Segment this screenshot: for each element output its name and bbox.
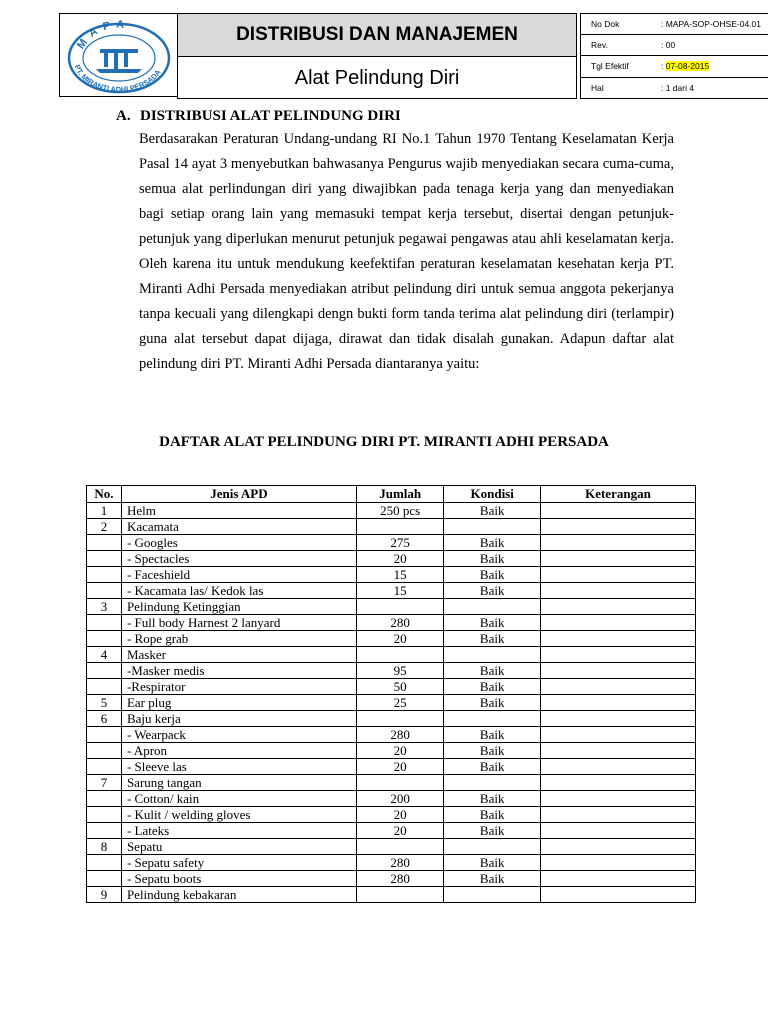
cell-no (87, 807, 122, 823)
cell-jenis: - Cotton/ kain (121, 791, 356, 807)
cell-jumlah (356, 711, 444, 727)
table-row (87, 807, 696, 823)
cell-jenis: - Faceshield (121, 567, 356, 583)
document-header (59, 13, 761, 99)
table-row (87, 839, 696, 855)
cell-no: 5 (87, 695, 122, 711)
cell-no: 3 (87, 599, 122, 615)
cell-no: 2 (87, 519, 122, 535)
table-row (87, 823, 696, 839)
meta-value: : 00 (661, 39, 676, 50)
svg-text:PT. MIRANTI ADHI PERSADA: PT. MIRANTI ADHI PERSADA (72, 63, 163, 95)
col-header-jumlah: Jumlah (356, 486, 444, 503)
table-row (87, 551, 696, 567)
cell-jumlah (356, 839, 444, 855)
col-header-jenis: Jenis APD (121, 486, 356, 503)
cell-no: 7 (87, 775, 122, 791)
cell-jenis: Kacamata (121, 519, 356, 535)
cell-keterangan (540, 823, 695, 839)
cell-no (87, 759, 122, 775)
cell-no: 9 (87, 887, 122, 903)
cell-no: 6 (87, 711, 122, 727)
section-paragraph: Berdasarakan Peraturan Undang-undang RI No.1 Tahun 1970 Tentang Keselamatan Kerja Pasal 14 ayat 3 menyebutkan bahwasanya Pengurus wajib menyediakan secara cuma-cuma, semua alat perlindungan diri yang diwajibkan pada tenaga kerja yang dan menyediakan bagi setiap orang lain yang memasuki tempat kerja tersebut, disertai dengan petunjuk-petunjuk yang diperlukan menurut petunjuk pegawai pengawas atau ahli keselamatan kerja. Oleh karena itu untuk mendukung keefektifan peraturan keselamatan kesehatan kerja PT. Miranti Adhi Persada menyediakan atribut pelindung diri untuk semua anggota pekerjanya tanpa kecuali yang dilengkapi dengn bukti form tanda terima alat pelindung diri (terlampir) guna alat tersebut dapat dijaga, dirawat dan tidak disalah gunakan. Adapun daftar alat pelindung diri PT. Miranti Adhi Persada diantaranya yaitu: (139, 131, 674, 372)
cell-no (87, 551, 122, 567)
cell-kondisi: Baik (444, 807, 540, 823)
cell-jenis: - Wearpack (121, 727, 356, 743)
cell-keterangan (540, 727, 695, 743)
cell-jenis: - Sepatu boots (121, 871, 356, 887)
cell-kondisi: Baik (444, 535, 540, 551)
cell-no: 4 (87, 647, 122, 663)
cell-jenis: Baju kerja (121, 711, 356, 727)
cell-jenis: - Spectacles (121, 551, 356, 567)
table-row (87, 775, 696, 791)
cell-jenis: Pelindung Ketinggian (121, 599, 356, 615)
cell-jenis: - Rope grab (121, 631, 356, 647)
doc-title: Alat Pelindung Diri (294, 66, 460, 89)
cell-jenis: - Sepatu safety (121, 855, 356, 871)
table-row (87, 583, 696, 599)
meta-label: Tgl Efektif (591, 61, 629, 71)
table-row (87, 519, 696, 535)
cell-jenis: -Respirator (121, 679, 356, 695)
cell-jenis: Sepatu (121, 839, 356, 855)
cell-jumlah (356, 599, 444, 615)
table-row (87, 535, 696, 551)
cell-keterangan (540, 535, 695, 551)
meta-value: : MAPA-SOP-OHSE-04.01 (661, 19, 761, 29)
cell-keterangan (540, 695, 695, 711)
cell-kondisi: Baik (444, 631, 540, 647)
col-header-kondisi: Kondisi (444, 486, 540, 503)
cell-keterangan (540, 647, 695, 663)
cell-kondisi: Baik (444, 823, 540, 839)
table-row (87, 871, 696, 887)
cell-keterangan (540, 615, 695, 631)
cell-no (87, 855, 122, 871)
cell-jumlah: 280 (356, 871, 444, 887)
cell-no (87, 535, 122, 551)
cell-jumlah: 15 (356, 583, 444, 599)
cell-kondisi: Baik (444, 871, 540, 887)
table-row (87, 887, 696, 903)
cell-jumlah: 250 pcs (356, 503, 444, 519)
effective-date-highlight: 07-08-2015 (665, 61, 710, 71)
table-header-row (87, 486, 696, 503)
col-header-keterangan: Keterangan (540, 486, 695, 503)
table-row (87, 631, 696, 647)
cell-no (87, 567, 122, 583)
title-cell (177, 13, 577, 99)
cell-keterangan (540, 775, 695, 791)
cell-kondisi: Baik (444, 695, 540, 711)
cell-jenis: - Lateks (121, 823, 356, 839)
meta-row-no-dok (580, 13, 768, 35)
cell-jumlah: 280 (356, 615, 444, 631)
table-row (87, 695, 696, 711)
cell-kondisi: Baik (444, 551, 540, 567)
cell-no (87, 679, 122, 695)
col-header-no: No. (87, 486, 122, 503)
table-row (87, 791, 696, 807)
cell-jenis: Pelindung kebakaran (121, 887, 356, 903)
apd-table (86, 485, 696, 903)
meta-label: Hal (591, 82, 604, 93)
cell-jenis: Ear plug (121, 695, 356, 711)
meta-row-hal (580, 78, 768, 100)
meta-value (661, 61, 709, 71)
table-row (87, 743, 696, 759)
cell-keterangan (540, 519, 695, 535)
cell-no (87, 823, 122, 839)
cell-jenis: Sarung tangan (121, 775, 356, 791)
table-row (87, 727, 696, 743)
meta-row-tgl-efektif (580, 56, 768, 78)
cell-jumlah: 20 (356, 807, 444, 823)
meta-value: : 1 dari 4 (661, 82, 695, 93)
cell-jumlah: 20 (356, 823, 444, 839)
cell-jumlah (356, 887, 444, 903)
cell-keterangan (540, 663, 695, 679)
logo-mark (96, 49, 142, 73)
cell-jenis: - Apron (121, 743, 356, 759)
company-logo (60, 14, 177, 96)
cell-jumlah: 275 (356, 535, 444, 551)
cell-kondisi: Baik (444, 727, 540, 743)
cell-jumlah: 20 (356, 631, 444, 647)
cell-jumlah (356, 647, 444, 663)
cell-jumlah (356, 519, 444, 535)
doc-section-title: DISTRIBUSI DAN MANAJEMEN (178, 14, 576, 57)
cell-keterangan (540, 807, 695, 823)
cell-jenis: - Kacamata las/ Kedok las (121, 583, 356, 599)
cell-keterangan (540, 567, 695, 583)
cell-kondisi: Baik (444, 503, 540, 519)
cell-no (87, 663, 122, 679)
table-row (87, 711, 696, 727)
meta-label: Rev. (591, 39, 608, 50)
cell-kondisi (444, 711, 540, 727)
list-title: DAFTAR ALAT PELINDUNG DIRI PT. MIRANTI ADHI PERSADA (159, 434, 609, 450)
cell-no (87, 791, 122, 807)
table-row (87, 855, 696, 871)
cell-keterangan (540, 839, 695, 855)
cell-keterangan (540, 599, 695, 615)
cell-no: 8 (87, 839, 122, 855)
cell-kondisi (444, 519, 540, 535)
cell-jumlah: 200 (356, 791, 444, 807)
table-row (87, 503, 696, 519)
cell-kondisi (444, 887, 540, 903)
cell-keterangan (540, 711, 695, 727)
cell-keterangan (540, 743, 695, 759)
cell-jenis: - Kulit / welding gloves (121, 807, 356, 823)
cell-kondisi: Baik (444, 759, 540, 775)
table-row (87, 599, 696, 615)
cell-keterangan (540, 583, 695, 599)
cell-keterangan (540, 551, 695, 567)
logo-cell (59, 13, 178, 97)
meta-value-prefix: : (661, 61, 666, 71)
cell-jumlah: 95 (356, 663, 444, 679)
cell-no (87, 615, 122, 631)
cell-keterangan (540, 887, 695, 903)
cell-no (87, 743, 122, 759)
cell-jumlah: 25 (356, 695, 444, 711)
cell-jumlah: 20 (356, 551, 444, 567)
table-row (87, 647, 696, 663)
cell-kondisi (444, 599, 540, 615)
cell-jumlah: 15 (356, 567, 444, 583)
table-row (87, 567, 696, 583)
cell-jenis: -Masker medis (121, 663, 356, 679)
doc-meta-table (580, 13, 768, 99)
section-heading (116, 108, 401, 125)
cell-kondisi: Baik (444, 615, 540, 631)
cell-jenis: - Googles (121, 535, 356, 551)
cell-jenis: Helm (121, 503, 356, 519)
cell-no (87, 583, 122, 599)
cell-kondisi: Baik (444, 663, 540, 679)
cell-jenis: Masker (121, 647, 356, 663)
table-row (87, 663, 696, 679)
cell-keterangan (540, 855, 695, 871)
cell-keterangan (540, 791, 695, 807)
section-heading-text: DISTRIBUSI ALAT PELINDUNG DIRI (140, 108, 401, 124)
cell-jumlah: 280 (356, 855, 444, 871)
cell-jumlah: 20 (356, 743, 444, 759)
cell-kondisi: Baik (444, 679, 540, 695)
cell-no: 1 (87, 503, 122, 519)
svg-text:MAPA: MAPA (74, 18, 131, 52)
cell-jumlah: 280 (356, 727, 444, 743)
cell-kondisi: Baik (444, 855, 540, 871)
cell-jumlah: 50 (356, 679, 444, 695)
table-row (87, 679, 696, 695)
cell-jenis: - Sleeve las (121, 759, 356, 775)
cell-keterangan (540, 679, 695, 695)
meta-row-rev (580, 35, 768, 57)
cell-kondisi (444, 775, 540, 791)
cell-kondisi: Baik (444, 583, 540, 599)
cell-keterangan (540, 631, 695, 647)
cell-no (87, 631, 122, 647)
cell-keterangan (540, 759, 695, 775)
cell-jumlah (356, 775, 444, 791)
cell-kondisi: Baik (444, 567, 540, 583)
cell-jenis: - Full body Harnest 2 lanyard (121, 615, 356, 631)
cell-no (87, 727, 122, 743)
cell-keterangan (540, 503, 695, 519)
cell-no (87, 871, 122, 887)
cell-jumlah: 20 (356, 759, 444, 775)
table-row (87, 759, 696, 775)
meta-label: No Dok (591, 19, 620, 29)
section-letter: A. (116, 108, 131, 124)
cell-kondisi: Baik (444, 743, 540, 759)
cell-kondisi: Baik (444, 791, 540, 807)
cell-kondisi (444, 839, 540, 855)
table-row (87, 615, 696, 631)
cell-keterangan (540, 871, 695, 887)
cell-kondisi (444, 647, 540, 663)
